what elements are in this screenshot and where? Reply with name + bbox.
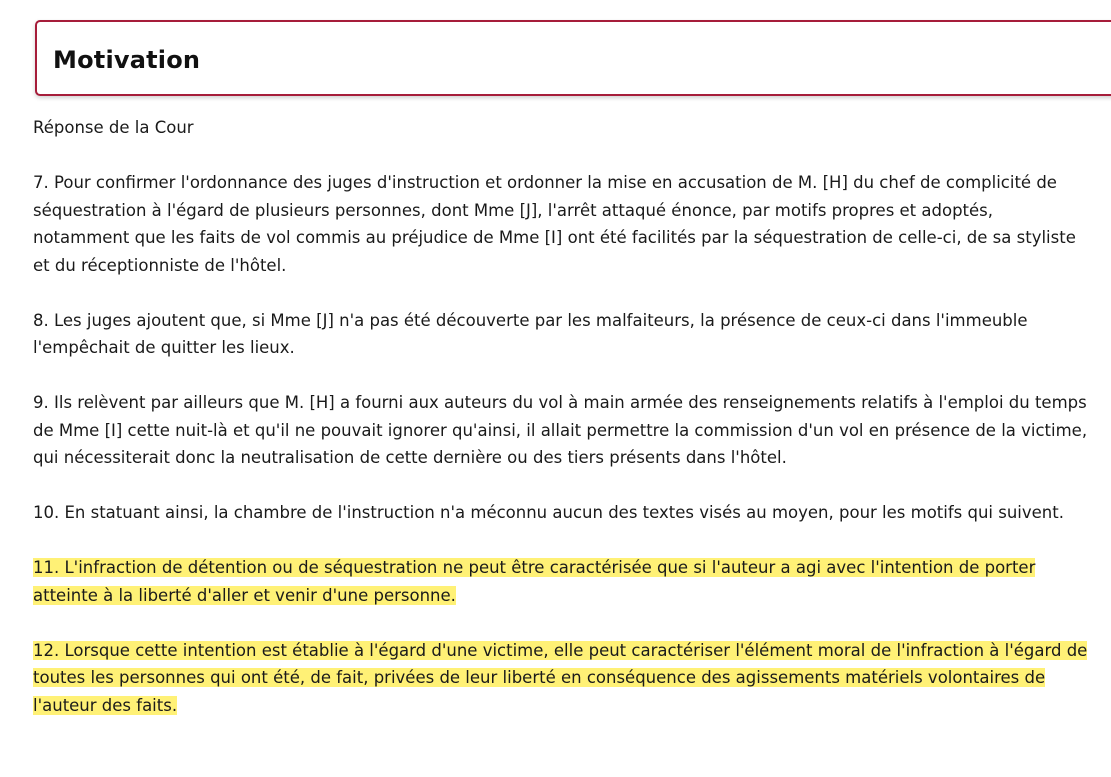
paragraph-9: [33, 389, 1089, 472]
paragraph-11: [33, 554, 1089, 609]
paragraph-9-text: 9. Ils relèvent par ailleurs que M. [H] a fourni aux auteurs du vol à main armée des renseignements relatifs à l'emploi du temps de Mme [I] cette nuit-là et qu'il ne pouvait ignorer qu'ainsi, il allait permettre la commission d'un vol en présence de la victime, qui nécessiterait donc la neutralisation de cette dernière ou des tiers présents dans l'hôtel.: [33, 393, 1088, 467]
subheading: Réponse de la Cour: [33, 118, 194, 137]
section-header: [35, 20, 1111, 96]
paragraph-12-highlighted-text: 12. Lorsque cette intention est établie à l'égard d'une victime, elle peut caractériser l'élément moral de l'infraction à l'égard de toutes les personnes qui ont été, de fait, privées de leur liberté en conséquence des agissements matériels volontaires de l'auteur des faits.: [33, 640, 1088, 715]
paragraph-7: [33, 169, 1089, 279]
paragraph-10-text: 10. En statuant ainsi, la chambre de l'instruction n'a méconnu aucun des textes visés au moyen, pour les motifs qui suivent.: [33, 503, 1064, 522]
paragraph-10: [33, 499, 1089, 527]
paragraph-11-highlighted-text: 11. L'infraction de détention ou de séquestration ne peut être caractérisée que si l'auteur a agi avec l'intention de porter atteinte à la liberté d'aller et venir d'une personne.: [33, 558, 1036, 605]
paragraph-7-text: 7. Pour confirmer l'ordonnance des juges d'instruction et ordonner la mise en accusation de M. [H] du chef de complicité de séquestration à l'égard de plusieurs personnes, dont Mme [J], l'arrêt attaqué énonce, par motifs propres et adoptés, notamment que les faits de vol commis au préjudice de Mme [I] ont été facilités par la séquestration de celle-ci, de sa styliste et du réceptionniste de l'hôtel.: [33, 173, 1076, 275]
paragraph-8-text: 8. Les juges ajoutent que, si Mme [J] n'a pas été découverte par les malfaiteurs, la présence de ceux-ci dans l'immeuble l'empêchait de quitter les lieux.: [33, 310, 1028, 357]
section-title: Motivation: [53, 46, 201, 74]
paragraph-8: [33, 307, 1089, 362]
paragraph-12: [33, 637, 1089, 720]
document-body: [33, 114, 1089, 747]
